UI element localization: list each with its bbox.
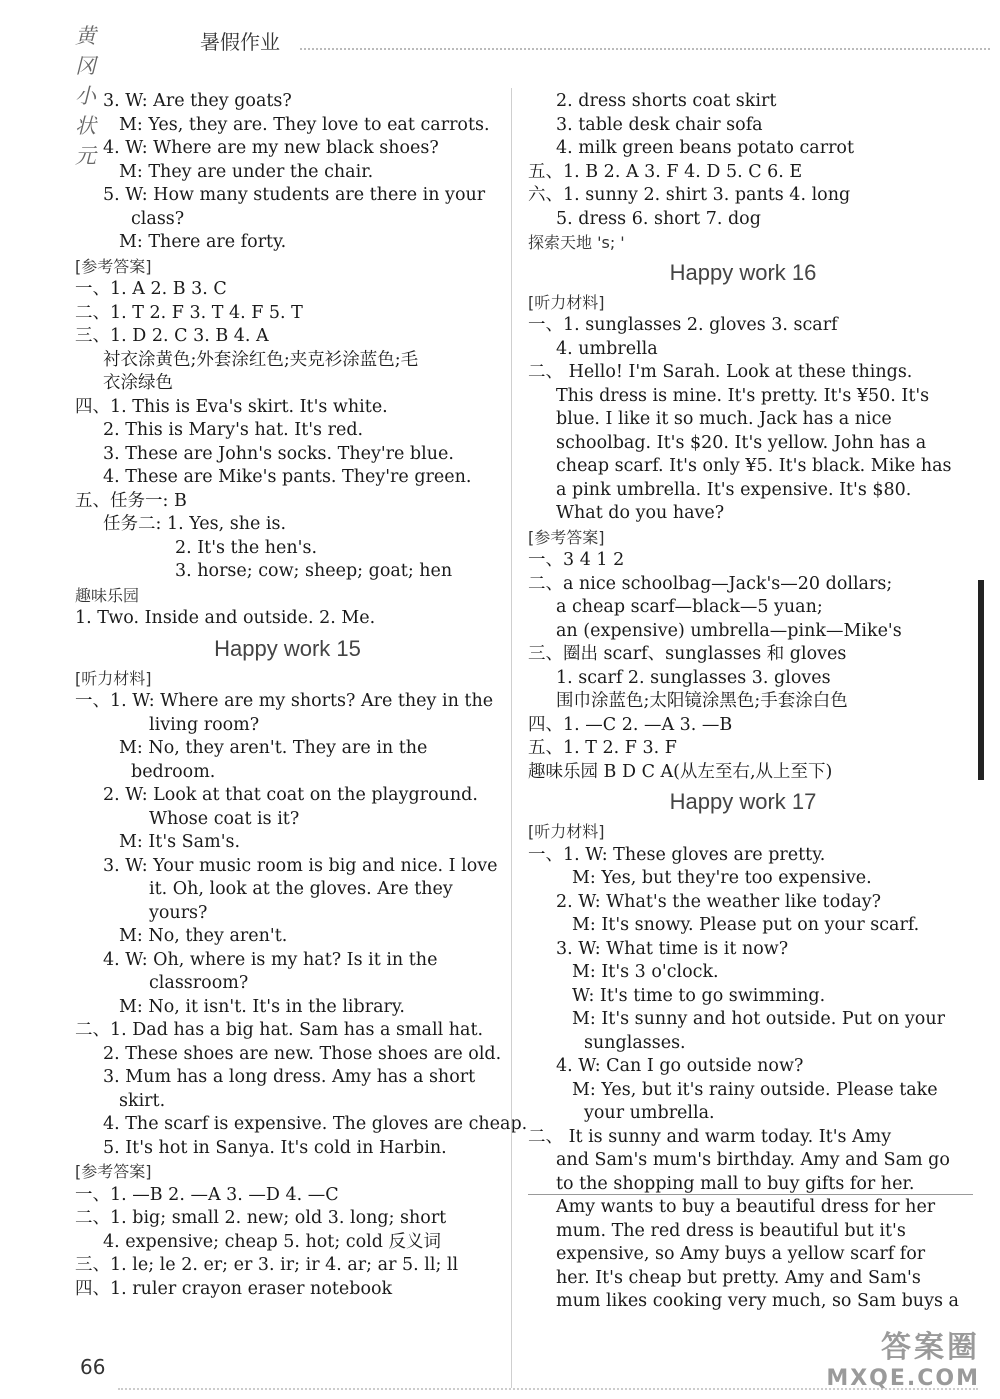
text-line: 二、1. Dad has a big hat. Sam has a small hat. — [75, 1020, 484, 1040]
text-line: cheap scarf. It's only ¥5. It's black. Mike has — [556, 456, 952, 476]
text-line: M: Yes, they are. They love to eat carrots. — [119, 114, 490, 135]
page-edge-mark — [978, 580, 984, 780]
text-line: 四、1. This is Eva's skirt. It's white. — [75, 396, 388, 417]
text-line: 四、1. —C 2. —A 3. —B — [528, 714, 733, 735]
section-title: Happy work 15 — [214, 635, 361, 661]
section-label: 趣味乐园 — [75, 585, 140, 605]
text-line: 4. milk green beans potato carrot — [556, 138, 855, 158]
text-line: 一、1. A 2. B 3. C — [75, 279, 227, 299]
text-line: 二、 Hello! I'm Sarah. Look at these things. — [528, 362, 913, 382]
text-line: 4. umbrella — [556, 338, 658, 359]
text-line: M: Yes, but it's rainy outside. Please take — [572, 1079, 938, 1100]
text-line: a pink umbrella. It's expensive. It's $80. — [556, 479, 912, 500]
text-line: W: It's time to go swimming. — [572, 985, 826, 1006]
text-line: 衬衣涂黄色;外套涂红色;夹克衫涂蓝色;毛 — [103, 349, 419, 370]
text-line: 2. These shoes are new. Those shoes are old. — [103, 1043, 502, 1064]
text-line: 5. It's hot in Sanya. It's cold in Harbin. — [103, 1137, 447, 1158]
text-line: This dress is mine. It's pretty. It's ¥50. It's — [556, 385, 930, 406]
text-line: 二、a nice schoolbag—Jack's—20 dollars; — [528, 573, 893, 594]
text-line: 五、任务一: B — [75, 490, 187, 511]
text-line: 3. W: Are they goats? — [103, 91, 292, 111]
text-line: 1. scarf 2. sunglasses 3. gloves — [556, 667, 831, 688]
text-line: 一、1. W: Where are my shorts? Are they in the — [75, 691, 494, 711]
text-line: it. Oh, look at the gloves. Are they — [149, 879, 453, 899]
text-line: bedroom. — [131, 761, 216, 782]
section-label: [听力材料] — [75, 668, 152, 688]
text-line: schoolbag. It's $20. It's yellow. John has a — [556, 432, 927, 453]
text-line: to the shopping mall to buy gifts for her. — [556, 1173, 915, 1194]
text-line: 3. W: What time is it now? — [556, 938, 789, 959]
text-line: 3. table desk chair sofa — [556, 114, 763, 135]
text-line: 2. It's the hen's. — [175, 537, 318, 558]
watermark — [826, 1322, 980, 1391]
text-line: M: It's 3 o'clock. — [572, 962, 719, 982]
text-line: M: No, it isn't. It's in the library. — [119, 996, 405, 1017]
text-line: 4. expensive; cheap 5. hot; cold 反义词 — [103, 1231, 441, 1252]
text-line: M: There are forty. — [119, 232, 287, 252]
text-line: M: They are under the chair. — [119, 161, 374, 182]
text-line: M: It's Sam's. — [119, 832, 241, 852]
text-line: 二、1. T 2. F 3. T 4. F 5. T — [75, 302, 303, 323]
text-line: class? — [131, 208, 185, 229]
text-line: 一、1. —B 2. —A 3. —D 4. —C — [75, 1184, 339, 1205]
text-line: 5. dress 6. short 7. dog — [556, 208, 761, 229]
section-label: [参考答案] — [528, 527, 605, 547]
text-line: What do you have? — [556, 503, 725, 523]
text-line: living room? — [149, 714, 260, 735]
text-line: your umbrella. — [584, 1103, 715, 1123]
text-line: 3. horse; cow; sheep; goat; hen — [175, 561, 453, 581]
text-line: mum. The red dress is beautiful but it's — [556, 1220, 906, 1241]
section-label: [听力材料] — [528, 822, 605, 841]
header-divider — [300, 48, 990, 50]
watermark-line1: 答案圈 — [881, 1330, 980, 1365]
text-line: 五、1. B 2. A 3. F 4. D 5. C 6. E — [528, 161, 803, 182]
text-line: 4. W: Can I go outside now? — [556, 1056, 804, 1076]
text-line: 4. W: Oh, where is my hat? Is it in the — [103, 949, 438, 970]
section-label: [听力材料] — [528, 292, 605, 312]
text-line: 一、3 4 1 2 — [528, 550, 625, 570]
text-line: her. It's cheap but pretty. Amy and Sam's — [556, 1267, 921, 1288]
text-line: M: No, they aren't. They are in the — [119, 738, 428, 758]
text-line: sunglasses. — [584, 1032, 686, 1053]
text-line: a cheap scarf—black—5 yuan; — [556, 597, 823, 617]
section-label: [参考答案] — [75, 1162, 152, 1181]
text-line: yours? — [149, 902, 208, 923]
brand-logo: 黄冈小状元 — [75, 24, 97, 168]
right-column — [528, 90, 958, 1314]
text-line: mum likes cooking very much, so Sam buys a — [556, 1291, 959, 1311]
text-line: and Sam's mum's birthday. Amy and Sam go — [556, 1150, 950, 1170]
text-line: 六、1. sunny 2. shirt 3. pants 4. long — [528, 185, 851, 205]
text-line: 二、1. big; small 2. new; old 3. long; short — [75, 1208, 447, 1228]
text-line: 三、1. D 2. C 3. B 4. A — [75, 326, 269, 346]
text-line: classroom? — [149, 973, 249, 993]
text-line: 2. This is Mary's hat. It's red. — [103, 420, 364, 440]
text-line: expensive, so Amy buys a yellow scarf for — [556, 1244, 926, 1264]
text-line: 2. W: What's the weather like today? — [556, 891, 882, 912]
left-column — [75, 90, 528, 1301]
text-line: 3. These are John's socks. They're blue. — [103, 443, 454, 464]
text-line: 五、1. T 2. F 3. F — [528, 738, 677, 758]
text-line: 5. W: How many students are there in your — [103, 185, 486, 205]
section-rule — [528, 1194, 973, 1195]
text-line: 4. The scarf is expensive. The gloves are cheap. — [103, 1114, 528, 1134]
section-label: 探索天地 's; ' — [528, 233, 625, 252]
text-line: 三、圈出 scarf、sunglasses 和 gloves — [528, 644, 847, 664]
text-line: 3. W: Your music room is big and nice. I love — [103, 855, 498, 876]
text-line: 4. These are Mike's pants. They're green. — [103, 467, 472, 487]
text-line: 1. Two. Inside and outside. 2. Me. — [75, 608, 376, 628]
text-line: 一、1. W: These gloves are pretty. — [528, 844, 826, 865]
text-line: 2. W: Look at that coat on the playground. — [103, 785, 478, 805]
text-line: blue. I like it so much. Jack has a nice — [556, 409, 892, 429]
text-line: M: Yes, but they're too expensive. — [572, 868, 872, 888]
text-line: Whose coat is it? — [149, 808, 300, 829]
text-line: 3. Mum has a long dress. Amy has a short — [103, 1067, 476, 1087]
text-line: 2. dress shorts coat skirt — [556, 91, 777, 111]
header-title: 暑假作业 — [200, 30, 280, 54]
column-divider — [511, 88, 512, 1388]
text-line: 三、1. le; le 2. er; er 3. ir; ir 4. ar; ar 5. ll; ll — [75, 1255, 459, 1275]
text-line: 围巾涂蓝色;太阳镜涂黑色;手套涂白色 — [556, 691, 848, 711]
section-label: [参考答案] — [75, 256, 152, 276]
text-line: M: It's snowy. Please put on your scarf. — [572, 915, 920, 935]
text-line: M: It's sunny and hot outside. Put on your — [572, 1009, 945, 1029]
text-line: skirt. — [119, 1090, 166, 1111]
text-line: Amy wants to buy a beautiful dress for her — [556, 1197, 936, 1217]
text-line: M: No, they aren't. — [119, 926, 288, 946]
text-line: 任务二: 1. Yes, she is. — [103, 514, 287, 534]
watermark-line2: MXQE.COM — [826, 1366, 980, 1391]
page-number: 66 — [80, 1355, 106, 1379]
text-line: 二、 It is sunny and warm today. It's Amy — [528, 1126, 892, 1147]
section-title: Happy work 16 — [669, 259, 817, 285]
text-line: 四、1. ruler crayon eraser notebook — [75, 1278, 393, 1299]
text-line: 一、1. sunglasses 2. gloves 3. scarf — [528, 315, 838, 335]
text-line: 4. W: Where are my new black shoes? — [103, 138, 439, 158]
text-line: 衣涂绿色 — [103, 373, 173, 393]
text-line: 趣味乐园 B D C A(从左至右,从上至下) — [528, 761, 833, 782]
text-line: an (expensive) umbrella—pink—Mike's — [556, 620, 902, 641]
section-title: Happy work 17 — [669, 789, 817, 814]
